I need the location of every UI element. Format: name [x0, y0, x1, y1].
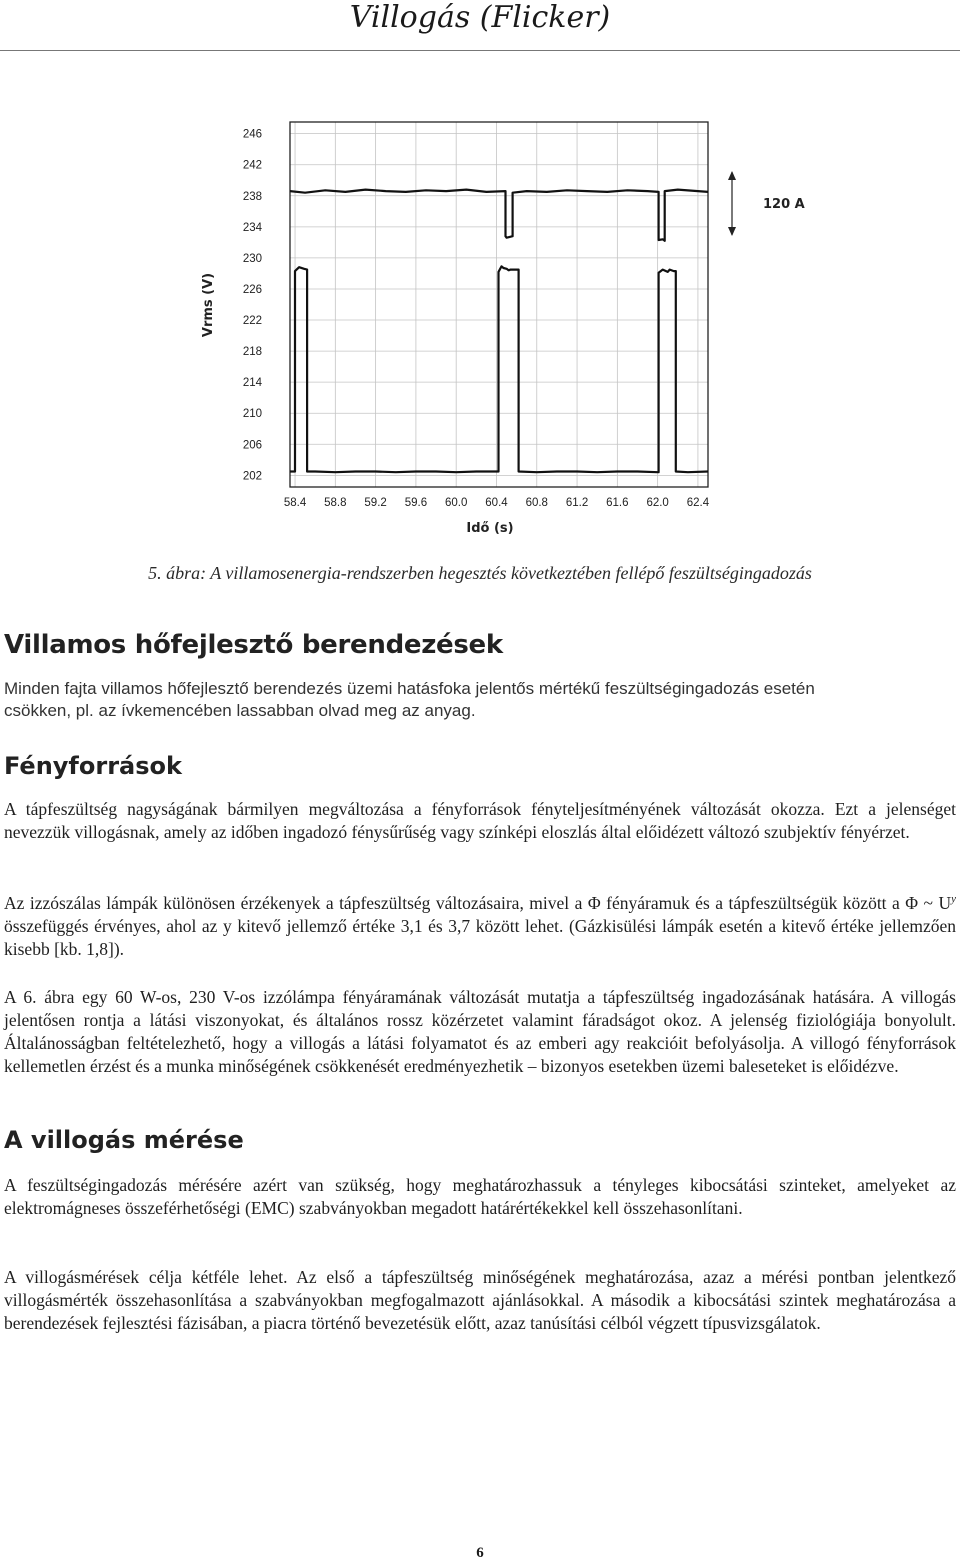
header-rule — [0, 50, 960, 51]
x-tick-label: 58.8 — [324, 497, 347, 509]
section-title-light: Fényforrások — [4, 752, 182, 780]
chart-series — [290, 190, 708, 473]
x-tick-label: 59.2 — [364, 497, 387, 509]
exponent-superscript: y — [951, 893, 956, 905]
heating-paragraph-line2: csökken, pl. az ívkemencében lassabban olvad meg az anyag. — [4, 701, 476, 720]
y-tick-label: 206 — [242, 439, 262, 452]
x-axis-label: Idő (s) — [466, 521, 514, 536]
x-tick-label: 59.6 — [404, 497, 428, 509]
light-paragraph-1: A tápfeszültség nagyságának bármilyen megváltozása a fényforrások fényteljesítményének változását okozza. Ezt a jelenséget nevezzük villogásnak, amely az időben ingadozó fénysűrűség vagy színképi eloszlás által előidézett változó szubjektív fényérzet. — [4, 799, 956, 842]
light-p2-part-b: összefüggés érvényes, ahol az y kitevő jellemző értéke 3,1 és 3,7 között lehet. (Gázkisülési lámpák esetén a kitevő értéke jellemzően kisebb [kb. 1,8]). — [4, 915, 956, 959]
y-tick-label: 234 — [242, 221, 262, 234]
current-arrow — [728, 171, 736, 236]
y-tick-labels — [243, 129, 263, 483]
page-header-title: Villogás (Flicker) — [349, 0, 611, 35]
light-paragraph-3: A 6. ábra egy 60 W-os, 230 V-os izzólámpa fényáramának változását mutatja a tápfeszültség ingadozásának hatására. A villogás jelentősen rontja a látási viszonyokat, és általános rossz közérzetet valamint fáradságot okoz. A jelenség fiziológiája bonyolult. Általánosságban feltételezhető, hogy a villogás a látási folyamatot és az emberi agy reakcióit befolyásolja. A villogó fényforrások kellemetlen érzést és a munka minőségének csökkenését eredményezhetik – bizonyos esetekben üzemi baleseteket is előidézve. — [4, 987, 956, 1076]
y-tick-label: 230 — [242, 252, 262, 265]
arrow-head-up — [728, 171, 736, 180]
y-tick-label: 210 — [242, 408, 262, 421]
y-tick-label: 202 — [242, 470, 262, 483]
y-tick-label: 242 — [242, 159, 262, 172]
arrow-head-down — [728, 227, 736, 236]
y-axis-label: Vrms (V) — [201, 272, 216, 338]
page-number: 6 — [476, 1545, 484, 1561]
figure-caption: 5. ábra: A villamosenergia-rendszerben hegesztés következtében fellépő feszültségingadozás — [148, 563, 812, 583]
y-tick-label: 226 — [242, 283, 262, 296]
x-tick-label: 58.4 — [283, 497, 307, 509]
x-tick-label: 60.0 — [444, 497, 468, 509]
y-tick-label: 246 — [242, 128, 262, 141]
y-tick-label: 218 — [242, 346, 262, 359]
light-paragraph-2 — [4, 888, 956, 961]
x-tick-label: 62.0 — [646, 497, 669, 509]
measure-paragraph-1: A feszültségingadozás mérésére azért van szükség, hogy meghatározhassuk a tényleges kibocsátási szinteket, amelyeket az elektromágneses összeférhetőségi (EMC) szabványokban megadott határértékekkel kell összehasonlítani. — [4, 1175, 956, 1218]
voltage-chart — [185, 110, 825, 550]
y-tick-label: 238 — [242, 190, 262, 203]
x-tick-label: 61.6 — [606, 497, 629, 509]
x-tick-label: 61.2 — [565, 497, 589, 509]
series-line-Vrms — [290, 266, 708, 472]
light-p2-part-a: Az izzószálas lámpák különösen érzékenyek a tápfeszültség változásaira, mivel a Φ fényáramuk és a tápfeszültségük között a Φ ~ U — [4, 892, 952, 913]
y-tick-label: 214 — [242, 377, 262, 390]
measure-paragraph-2: A villogásmérések célja kétféle lehet. Az első a tápfeszültség minőségének meghatározása, azaz a mérési pontban jelentkező villogásmérték összehasonlítása a szabványokban megfogalmazott ajánlásokkal. A második a kibocsátási szintek meghatározása a berendezések fejlesztési fázisában, a piacra történő bevezetésük előtt, azaz tanúsítási célból végzett típusvizsgálatok. — [4, 1267, 956, 1333]
x-tick-labels — [284, 497, 710, 509]
x-tick-label: 60.4 — [485, 497, 508, 509]
x-tick-label: 62.4 — [686, 497, 710, 509]
y-tick-label: 222 — [242, 315, 262, 328]
series-line-Vrms-top — [290, 190, 708, 241]
current-label: 120 A — [763, 197, 805, 212]
heating-paragraph — [4, 678, 956, 722]
heating-paragraph-line1: Minden fajta villamos hőfejlesztő berendezés üzemi hatásfoka jelentős mértékű feszültségingadozás esetén — [4, 679, 815, 698]
section-title-measure: A villogás mérése — [4, 1126, 244, 1154]
section-title-heating: Villamos hőfejlesztő berendezések — [4, 630, 503, 660]
x-tick-label: 60.8 — [525, 497, 548, 509]
